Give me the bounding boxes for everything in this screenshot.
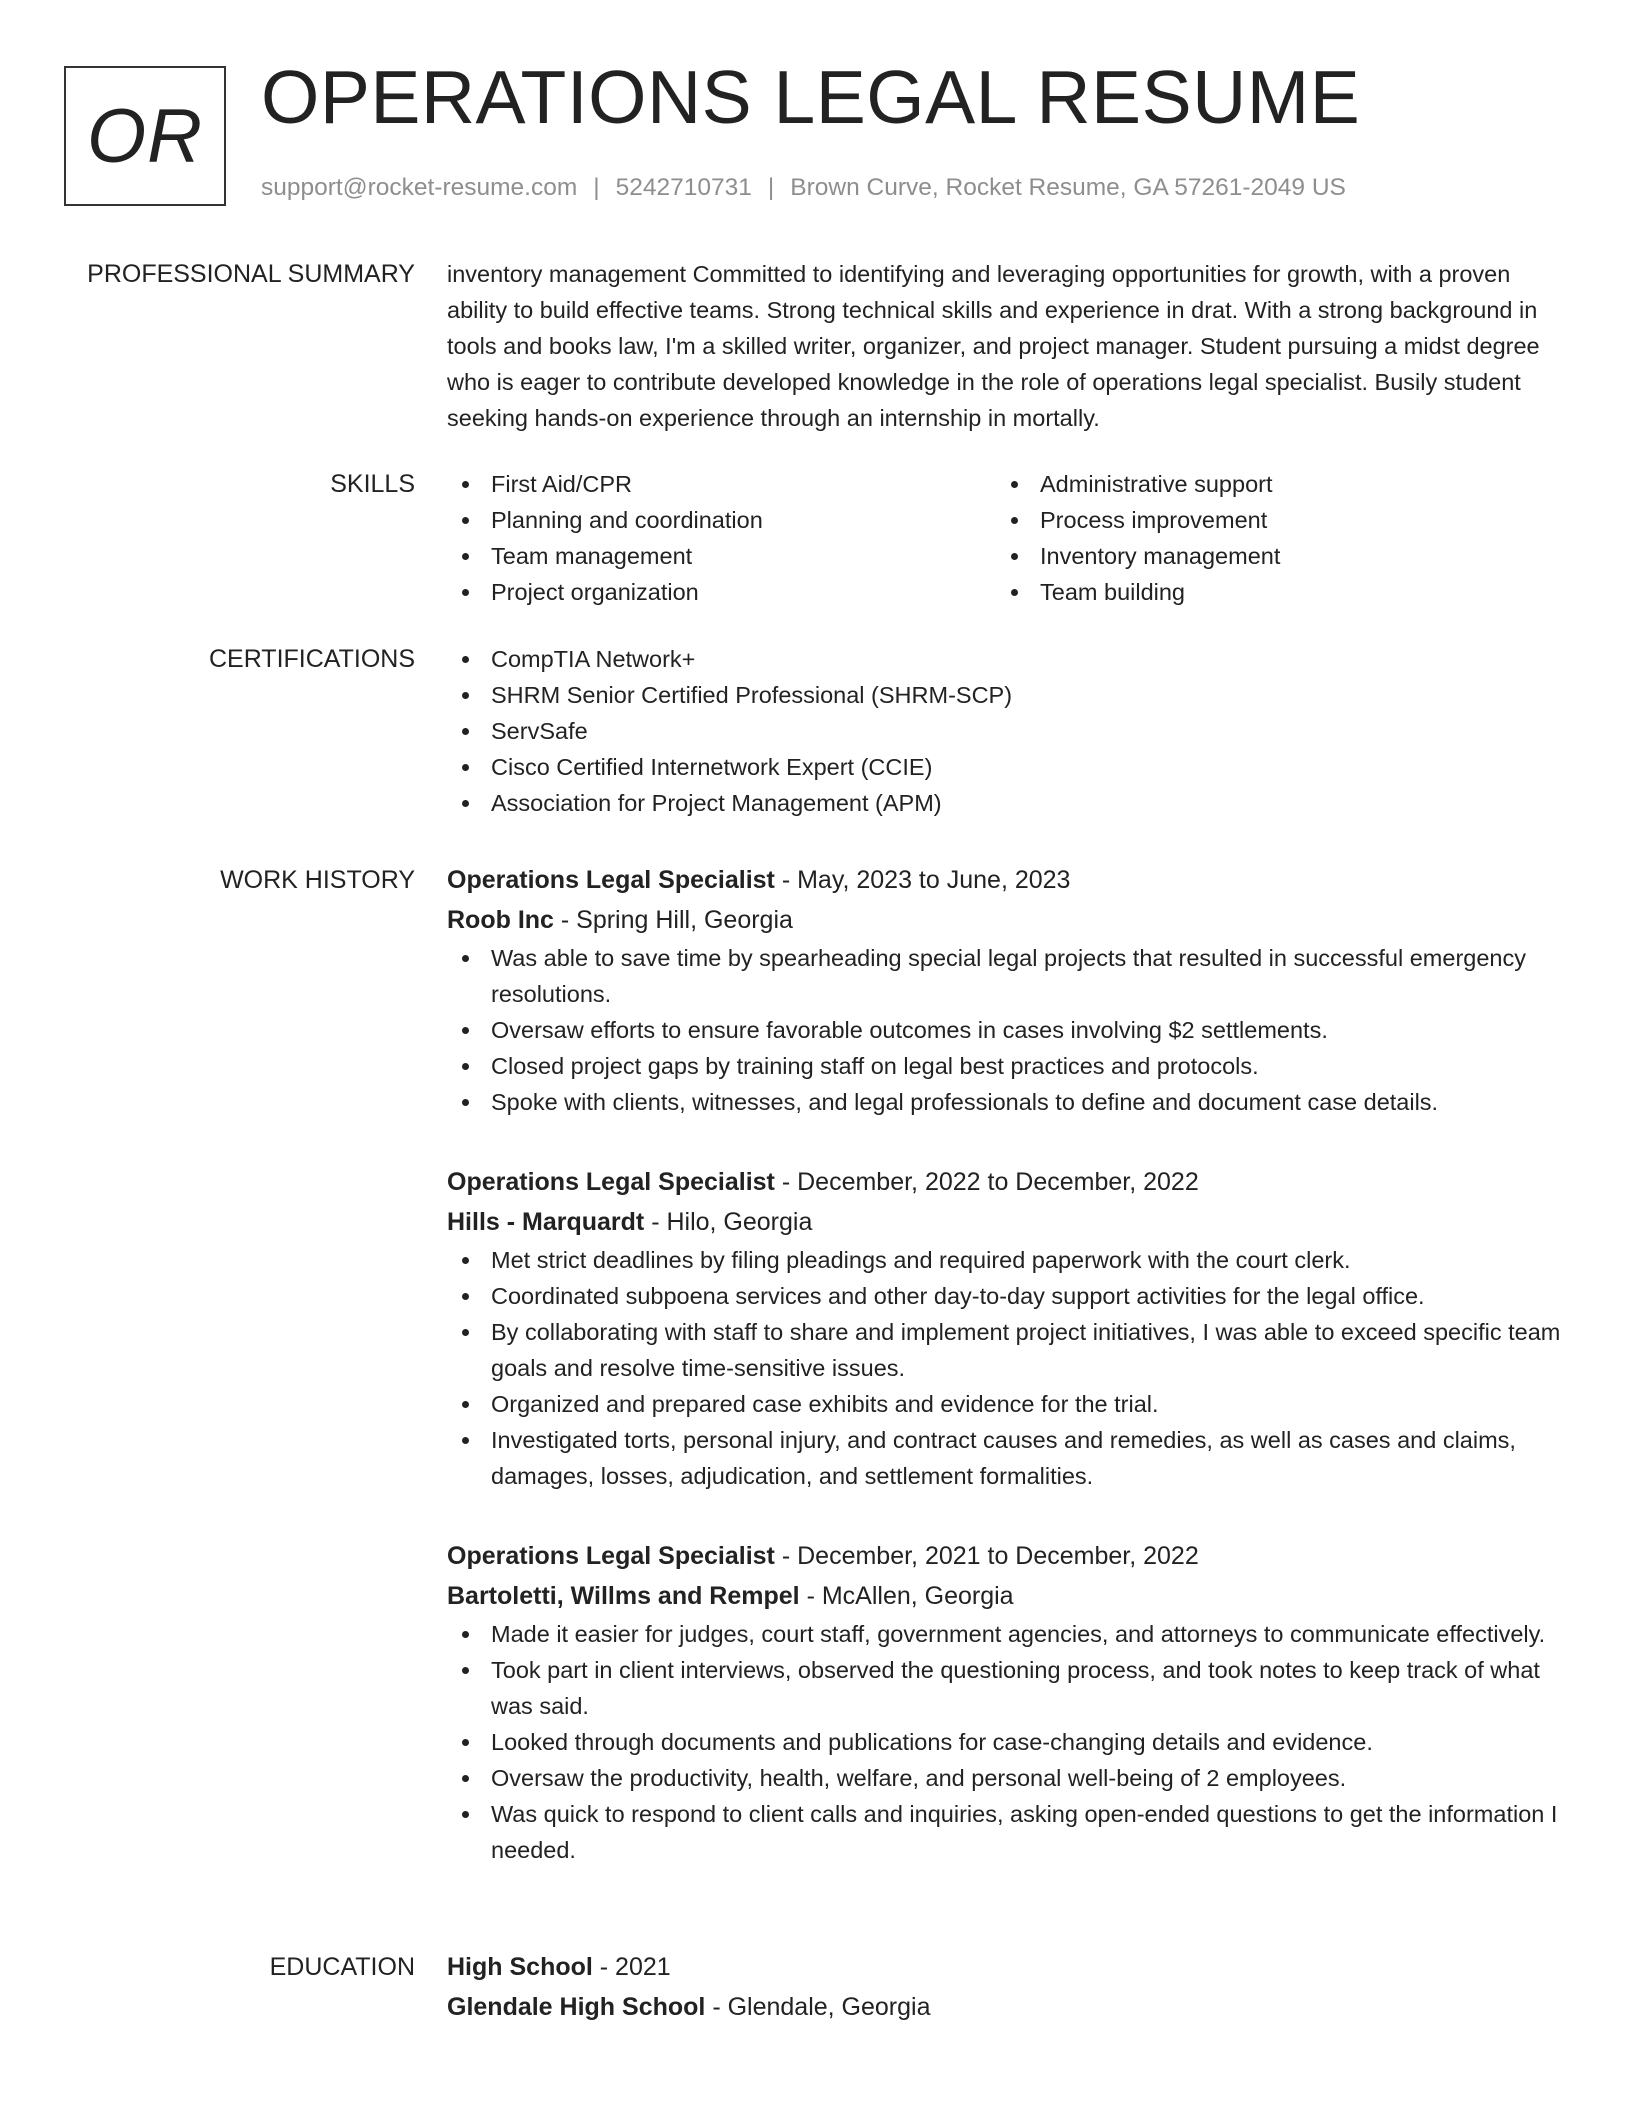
list-item: CompTIA Network+ (447, 641, 1567, 677)
job-bullets (447, 1616, 1567, 1868)
contact-separator: | (593, 174, 600, 201)
contact-email: support@rocket-resume.com (261, 174, 578, 201)
summary-body (447, 256, 1567, 436)
job-title: Operations Legal Specialist (447, 866, 775, 894)
job-bullets (447, 940, 1567, 1120)
education-location: - Glendale, Georgia (705, 1993, 931, 2021)
section-heading: CERTIFICATIONS (208, 645, 415, 673)
list-item: By collaborating with staff to share and implement project initiatives, I was able to exceed specific team goals and resolve time-sensitive issues. (447, 1314, 1567, 1386)
job-title: Operations Legal Specialist (447, 1168, 775, 1196)
list-item: Association for Project Management (APM) (447, 785, 1567, 821)
job-title-line (447, 860, 1567, 900)
job-company-line (447, 1202, 1567, 1242)
job-company-line (447, 900, 1567, 940)
list-item: Administrative support (996, 466, 1545, 502)
resume-title: OPERATIONS LEGAL RESUME (261, 55, 1361, 139)
skills-column-right (996, 466, 1545, 610)
skills-list (447, 466, 1567, 610)
list-item: Team building (996, 574, 1545, 610)
section-heading: WORK HISTORY (220, 866, 415, 894)
list-item: Cisco Certified Internetwork Expert (CCIE) (447, 749, 1567, 785)
list-item: Closed project gaps by training staff on legal best practices and protocols. (447, 1048, 1567, 1084)
section-heading: PROFESSIONAL SUMMARY (87, 260, 415, 288)
list-item: Organized and prepared case exhibits and evidence for the trial. (447, 1386, 1567, 1422)
job-location: - Spring Hill, Georgia (553, 906, 793, 934)
contact-line (261, 174, 1346, 202)
certifications-body (447, 641, 1567, 821)
list-item: Planning and coordination (447, 502, 996, 538)
list-item: Oversaw efforts to ensure favorable outcomes in cases involving $2 settlements. (447, 1012, 1567, 1048)
job-bullets (447, 1242, 1567, 1494)
job-title: Operations Legal Specialist (447, 1542, 775, 1570)
list-item: Project organization (447, 574, 996, 610)
monogram-logo: OR (64, 66, 226, 206)
job-company: Bartoletti, Willms and Rempel (447, 1582, 800, 1610)
list-item: Met strict deadlines by filing pleadings and required paperwork with the court clerk. (447, 1242, 1567, 1278)
job-company: Roob Inc (447, 906, 554, 934)
job-location: - Hilo, Georgia (644, 1208, 813, 1236)
list-item: Oversaw the productivity, health, welfare, and personal well-being of 2 employees. (447, 1760, 1567, 1796)
list-item: Inventory management (996, 538, 1545, 574)
list-item: ServSafe (447, 713, 1567, 749)
contact-address: Brown Curve, Rocket Resume, GA 57261-2049 US (790, 174, 1346, 201)
job-dates: - December, 2021 to December, 2022 (774, 1542, 1199, 1570)
education-degree-line (447, 1947, 1567, 1987)
job-body (447, 860, 1567, 1120)
list-item: Was able to save time by spearheading special legal projects that resulted in successful emergency resolutions. (447, 940, 1567, 1012)
skills-column-left (447, 466, 996, 610)
certifications-list (447, 641, 1567, 821)
job-body (447, 1162, 1567, 1494)
list-item: First Aid/CPR (447, 466, 996, 502)
job-company-line (447, 1576, 1567, 1616)
education-year: - 2021 (592, 1953, 671, 1981)
list-item: SHRM Senior Certified Professional (SHRM-SCP) (447, 677, 1567, 713)
list-item: Was quick to respond to client calls and inquiries, asking open-ended questions to get the information I needed. (447, 1796, 1567, 1868)
job-company: Hills - Marquardt (447, 1208, 645, 1236)
list-item: Coordinated subpoena services and other day-to-day support activities for the legal office. (447, 1278, 1567, 1314)
education-school-line (447, 1987, 1567, 2027)
education-degree: High School (447, 1953, 593, 1981)
section-heading: EDUCATION (269, 1953, 415, 1981)
list-item: Looked through documents and publications for case-changing details and evidence. (447, 1724, 1567, 1760)
summary-text: inventory management Committed to identifying and leveraging opportunities for growth, with a proven ability to build effective teams. Strong technical skills and experience in drat. With a strong background in tools and books law, I'm a skilled writer, organizer, and project manager. Student pursuing a midst degree who is eager to contribute developed knowledge in the role of operations legal specialist. Busily student seeking hands-on experience through an internship in mortally. (447, 261, 1540, 431)
contact-separator: | (767, 174, 775, 201)
job-title-line (447, 1536, 1567, 1576)
education-body (447, 1947, 1567, 2027)
list-item: Process improvement (996, 502, 1545, 538)
list-item: Investigated torts, personal injury, and contract causes and remedies, as well as cases and claims, damages, losses, adjudication, and settlement formalities. (447, 1422, 1567, 1494)
section-heading: SKILLS (330, 470, 415, 498)
list-item: Team management (447, 538, 996, 574)
education-school: Glendale High School (447, 1993, 706, 2021)
job-title-line (447, 1162, 1567, 1202)
list-item: Spoke with clients, witnesses, and legal professionals to define and document case details. (447, 1084, 1567, 1120)
job-dates: - May, 2023 to June, 2023 (774, 866, 1071, 894)
contact-phone: 5242710731 (615, 174, 752, 201)
list-item: Took part in client interviews, observed the questioning process, and took notes to keep track of what was said. (447, 1652, 1567, 1724)
job-dates: - December, 2022 to December, 2022 (774, 1168, 1199, 1196)
job-location: - McAllen, Georgia (799, 1582, 1014, 1610)
job-body (447, 1536, 1567, 1868)
list-item: Made it easier for judges, court staff, government agencies, and attorneys to communicate effectively. (447, 1616, 1567, 1652)
